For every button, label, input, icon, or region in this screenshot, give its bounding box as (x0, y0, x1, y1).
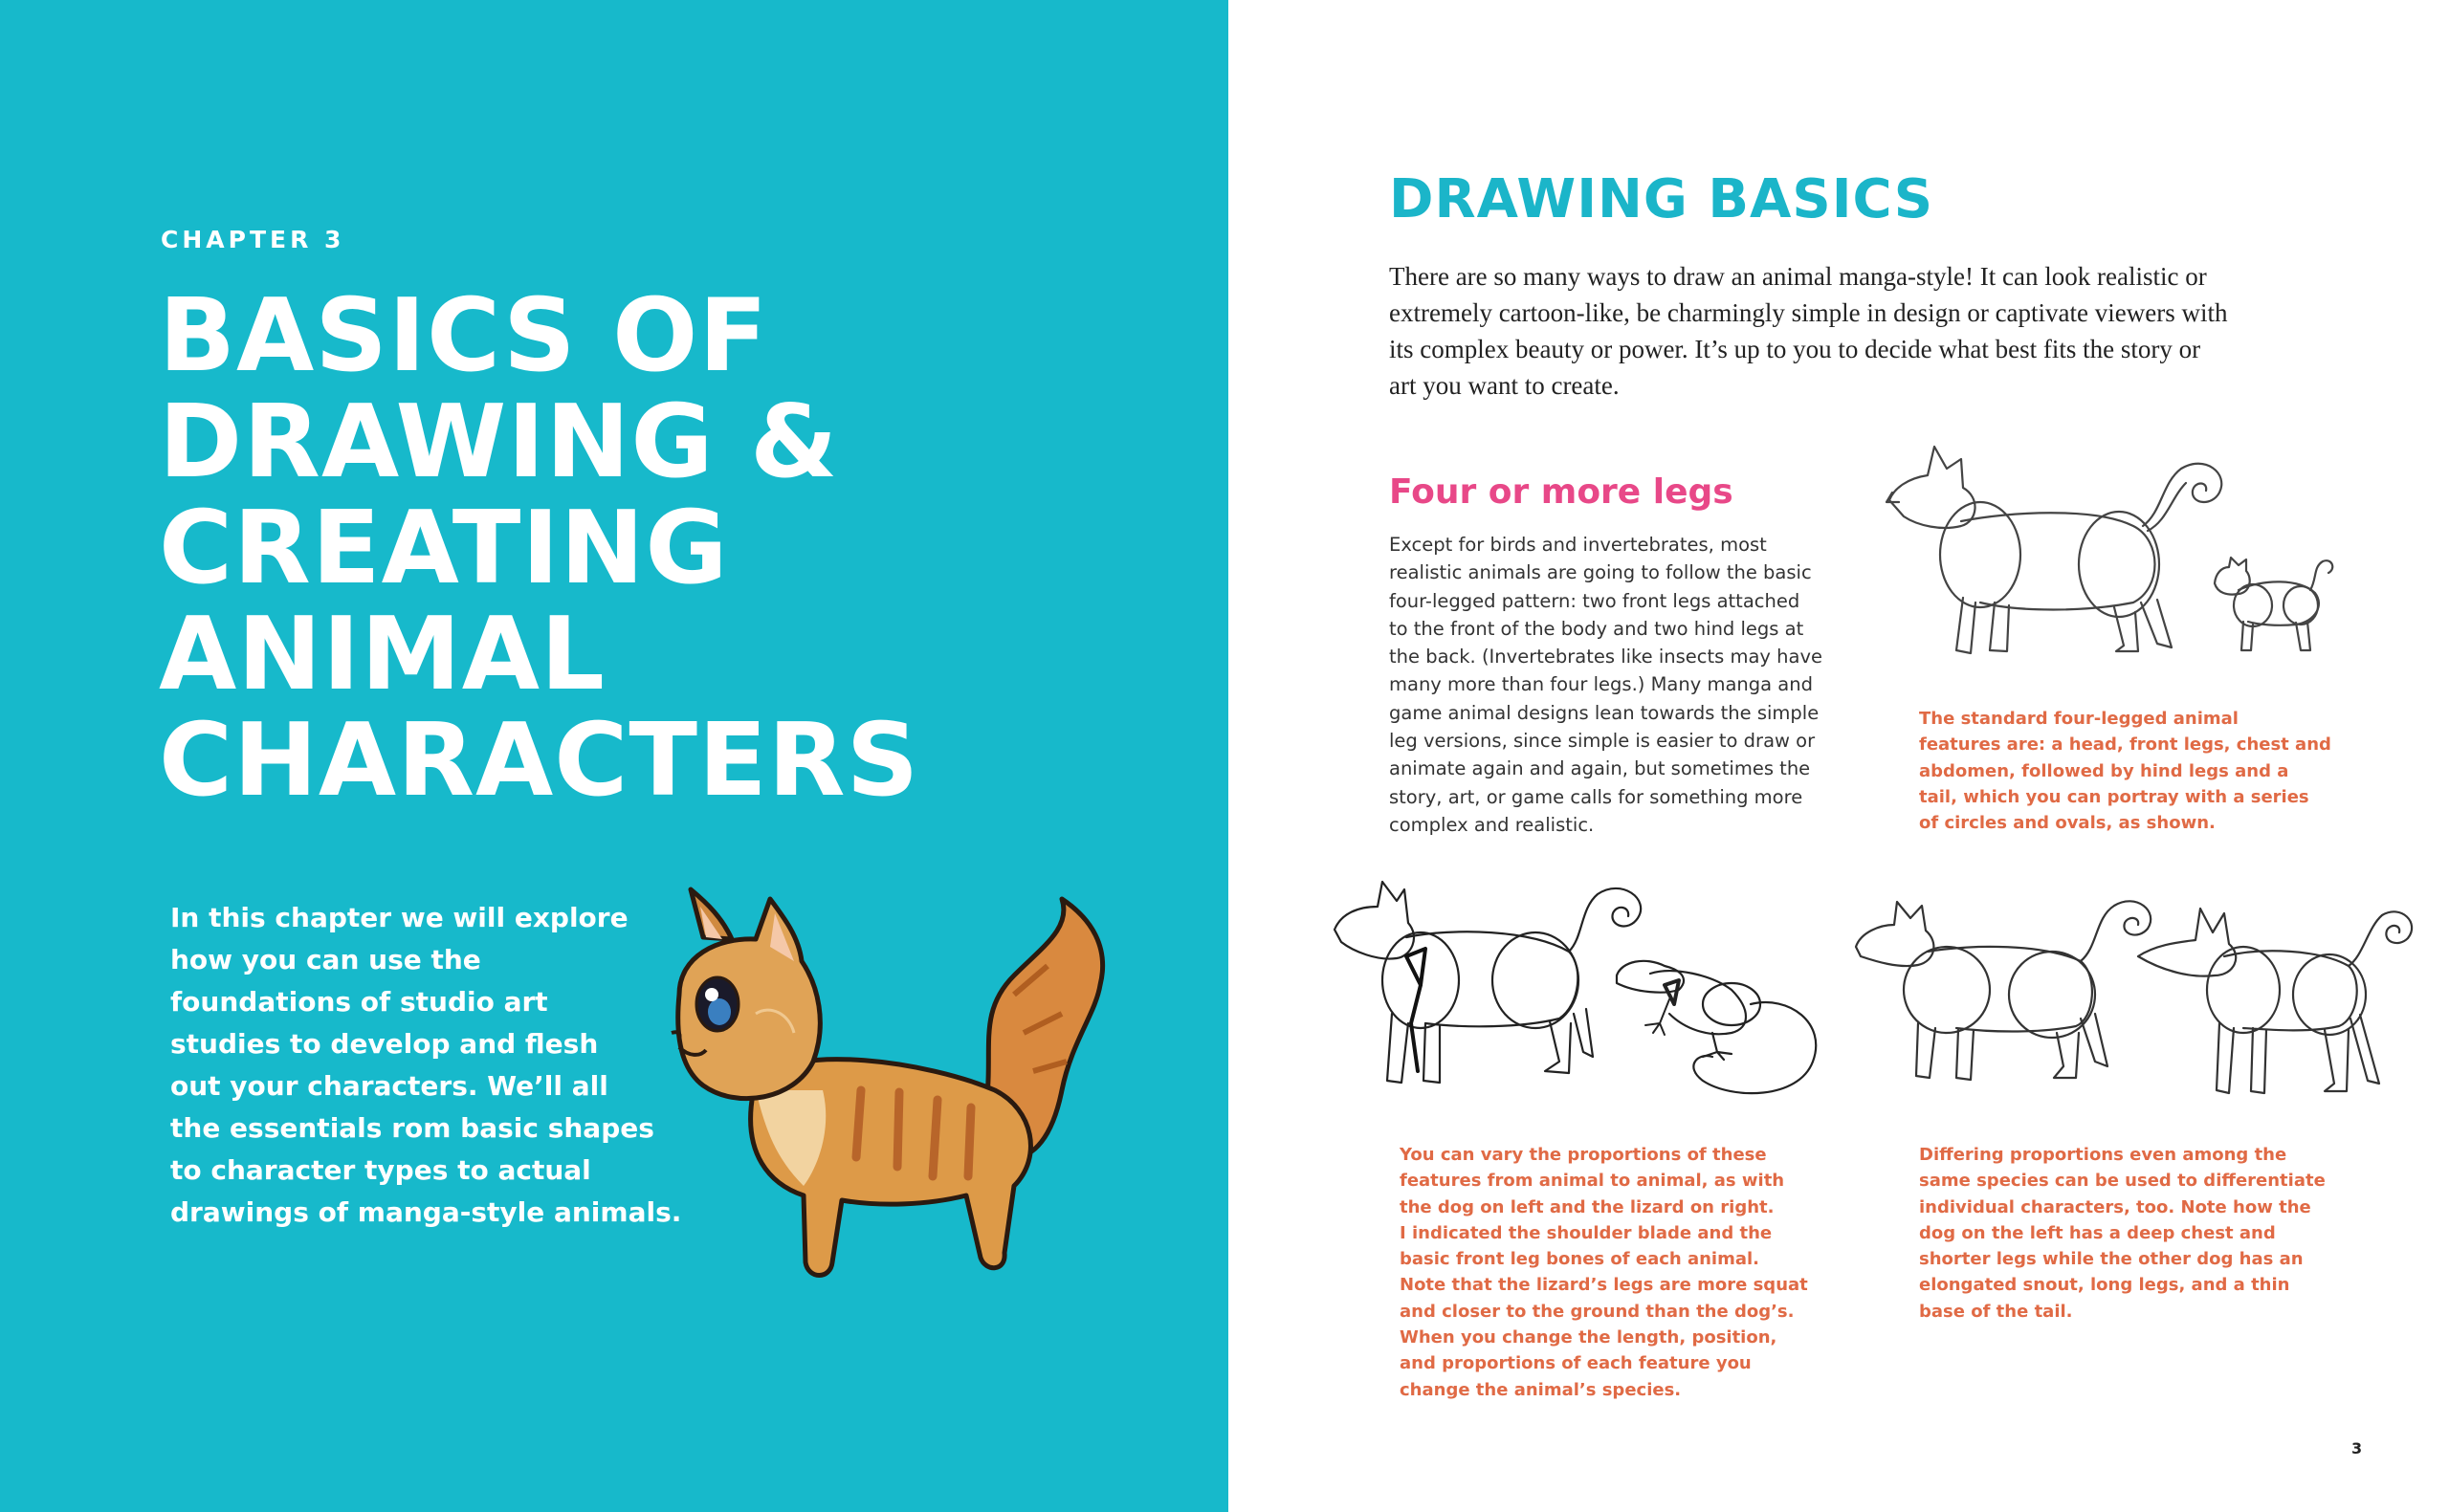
chapter-label: CHAPTER 3 (161, 226, 345, 253)
caption-line: When you change the length, position, (1400, 1327, 1777, 1348)
caption-line: of circles and ovals, as shown. (1919, 813, 2216, 834)
cat-illustration (612, 870, 1167, 1310)
lead-paragraph (1389, 258, 2346, 404)
page-number: 3 (2351, 1439, 2363, 1457)
body-line: complex and realistic. (1389, 813, 1595, 836)
caption-line: individual characters, too. Note how the (1919, 1196, 2311, 1217)
intro-line: foundations of studio art (170, 986, 548, 1018)
intro-line: studies to develop and flesh (170, 1028, 599, 1060)
intro-line: drawings of manga-style animals. (170, 1196, 682, 1228)
caption-line: and closer to the ground than the dog’s. (1400, 1301, 1795, 1322)
lead-line: There are so many ways to draw an animal manga-style! It can look realistic or (1389, 262, 2207, 291)
intro-line: In this chapter we will explore (170, 902, 629, 933)
caption-line: Note that the lizard’s legs are more squat (1400, 1275, 1808, 1296)
body-paragraph (1389, 531, 1848, 839)
body-line: the back. (Invertebrates like insects may have (1389, 646, 1823, 668)
body-line: to the front of the body and two hind legs at (1389, 617, 1804, 640)
caption-line: shorter legs while the other dog has an (1919, 1249, 2304, 1270)
caption-left (1400, 1142, 1808, 1403)
title-line: CREATING (159, 490, 729, 606)
intro-line: out your characters. We’ll all (170, 1070, 608, 1102)
body-line: story, art, or game calls for something more (1389, 785, 1803, 808)
caption-line: base of the tail. (1919, 1301, 2073, 1322)
body-line: many more than four legs.) Many manga and (1389, 673, 1813, 696)
lead-line: art you want to create. (1389, 371, 1620, 400)
caption-line: The standard four-legged animal (1919, 709, 2239, 729)
caption-line: change the animal’s species. (1400, 1379, 1682, 1400)
caption-line: elongated snout, long legs, and a thin (1919, 1275, 2290, 1296)
caption-right (1919, 1142, 2326, 1325)
subheading: Four or more legs (1389, 472, 1733, 512)
lead-line: its complex beauty or power. It’s up to you to decide what best fits the story or (1389, 335, 2201, 363)
intro-line: the essentials rom basic shapes (170, 1112, 654, 1144)
body-line: realistic animals are going to follow the basic (1389, 561, 1812, 584)
chapter-intro (170, 897, 682, 1234)
dog-and-cat-sketch (1875, 435, 2334, 665)
body-line: four-legged pattern: two front legs attached (1389, 589, 1800, 612)
body-line: game animal designs lean towards the simple (1389, 701, 1820, 724)
caption-line: the dog on left and the lizard on right. (1400, 1196, 1775, 1217)
intro-line: to character types to actual (170, 1154, 591, 1186)
caption-line: You can vary the proportions of these (1400, 1145, 1767, 1165)
caption-line: features are: a head, front legs, chest and (1919, 734, 2331, 756)
caption-line: basic front leg bones of each animal. (1400, 1249, 1760, 1270)
caption-line: Differing proportions even among the (1919, 1145, 2287, 1165)
caption-line: and proportions of each feature you (1400, 1353, 1752, 1374)
caption-line: features from animal to animal, as with (1400, 1171, 1785, 1192)
title-line: ANIMAL (159, 596, 606, 712)
section-heading: DRAWING BASICS (1389, 168, 1934, 230)
two-dogs-sketch (1851, 866, 2416, 1105)
body-line: leg versions, since simple is easier to draw or (1389, 730, 1816, 753)
caption-line: same species can be used to differentiate (1919, 1171, 2326, 1192)
title-line: CHARACTERS (159, 702, 920, 819)
chapter-title (159, 277, 1115, 819)
caption-line: abdomen, followed by hind legs and a (1919, 760, 2289, 781)
title-line: BASICS OF (159, 277, 769, 394)
caption-line: I indicated the shoulder blade and the (1400, 1222, 1773, 1243)
body-line: Except for birds and invertebrates, most (1389, 534, 1767, 556)
lead-line: extremely cartoon-like, be charmingly simple in design or captivate viewers with (1389, 298, 2228, 327)
body-line: animate again and again, but sometimes the (1389, 757, 1811, 780)
dog-and-lizard-sketch (1330, 870, 1837, 1109)
intro-line: how you can use the (170, 944, 481, 975)
caption-line: dog on the left has a deep chest and (1919, 1222, 2276, 1243)
caption-top (1919, 706, 2331, 836)
title-line: DRAWING & (159, 383, 839, 500)
caption-line: tail, which you can portray with a series (1919, 786, 2309, 807)
